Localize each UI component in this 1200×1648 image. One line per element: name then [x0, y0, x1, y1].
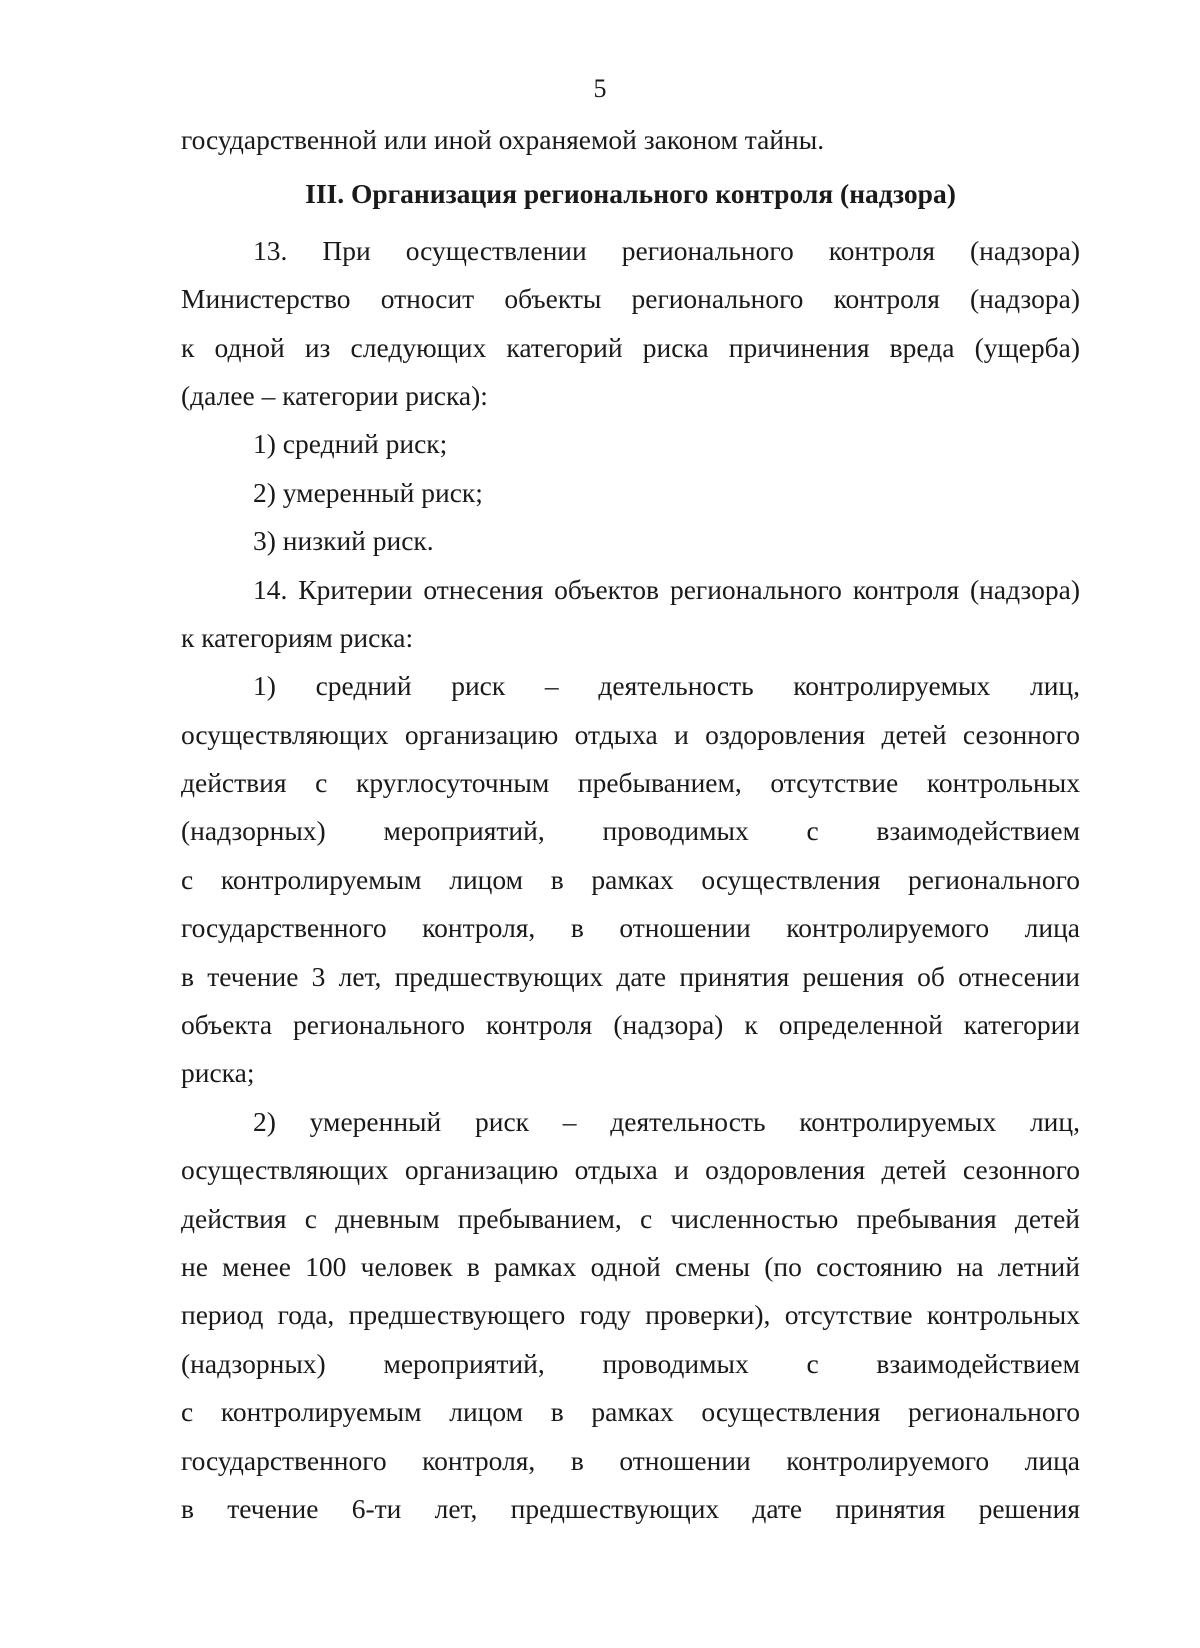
text-line: период года, предшествующего году проверки), отсутствие контрольных [181, 1299, 1080, 1331]
text-line: к одной из следующих категорий риска причинения вреда (ущерба) [181, 331, 1080, 363]
text-line: (далее – категории риска): [181, 379, 488, 411]
text-line: Министерство относит объекты регионального контроля (надзора) [181, 283, 1080, 315]
text-line: к категориям риска: [181, 621, 414, 653]
text-line: 1) средний риск – деятельность контролируемых лиц, [253, 670, 1080, 702]
text-line: в течение 6-ти лет, предшествующих дате принятия решения [181, 1492, 1080, 1524]
text-line: государственной или иной охраняемой законом тайны. [181, 124, 825, 155]
text-line: (надзорных) мероприятий, проводимых с взаимодействием [181, 815, 1080, 847]
text-line: объекта регионального контроля (надзора) к определенной категории [181, 1009, 1080, 1041]
text-line: 2) умеренный риск – деятельность контролируемых лиц, [253, 1105, 1080, 1137]
text-line: действия с круглосуточным пребыванием, отсутствие контрольных [181, 767, 1080, 799]
text-line: осуществляющих организацию отдыха и оздоровления детей сезонного [181, 718, 1080, 750]
text-line: в течение 3 лет, предшествующих дате принятия решения об отнесении [181, 960, 1080, 992]
text-line: осуществляющих организацию отдыха и оздоровления детей сезонного [181, 1154, 1080, 1186]
page-number: 5 [593, 74, 607, 103]
text-line: государственного контроля, в отношении контролируемого лица [181, 912, 1080, 944]
text-line: с контролируемым лицом в рамках осуществления регионального [181, 863, 1080, 895]
text-line: (надзорных) мероприятий, проводимых с взаимодействием [181, 1347, 1080, 1379]
text-line: не менее 100 человек в рамках одной смены (по состоянию на летний [181, 1250, 1080, 1282]
text-line: с контролируемым лицом в рамках осуществления регионального [181, 1396, 1080, 1428]
text-line: риска; [181, 1057, 255, 1089]
list-item: 2) умеренный риск; [253, 476, 483, 508]
text-line: государственного контроля, в отношении контролируемого лица [181, 1444, 1080, 1476]
document-body [181, 116, 1080, 1533]
section-heading: III. Организация регионального контроля (надзора) [305, 178, 956, 210]
text-line: 13. При осуществлении регионального контроля (надзора) [253, 234, 1080, 266]
list-item: 3) низкий риск. [253, 525, 434, 557]
text-line: 14. Критерии отнесения объектов регионального контроля (надзора) [253, 573, 1080, 605]
text-line: действия с дневным пребыванием, с численностью пребывания детей [181, 1202, 1080, 1234]
list-item: 1) средний риск; [253, 428, 448, 460]
